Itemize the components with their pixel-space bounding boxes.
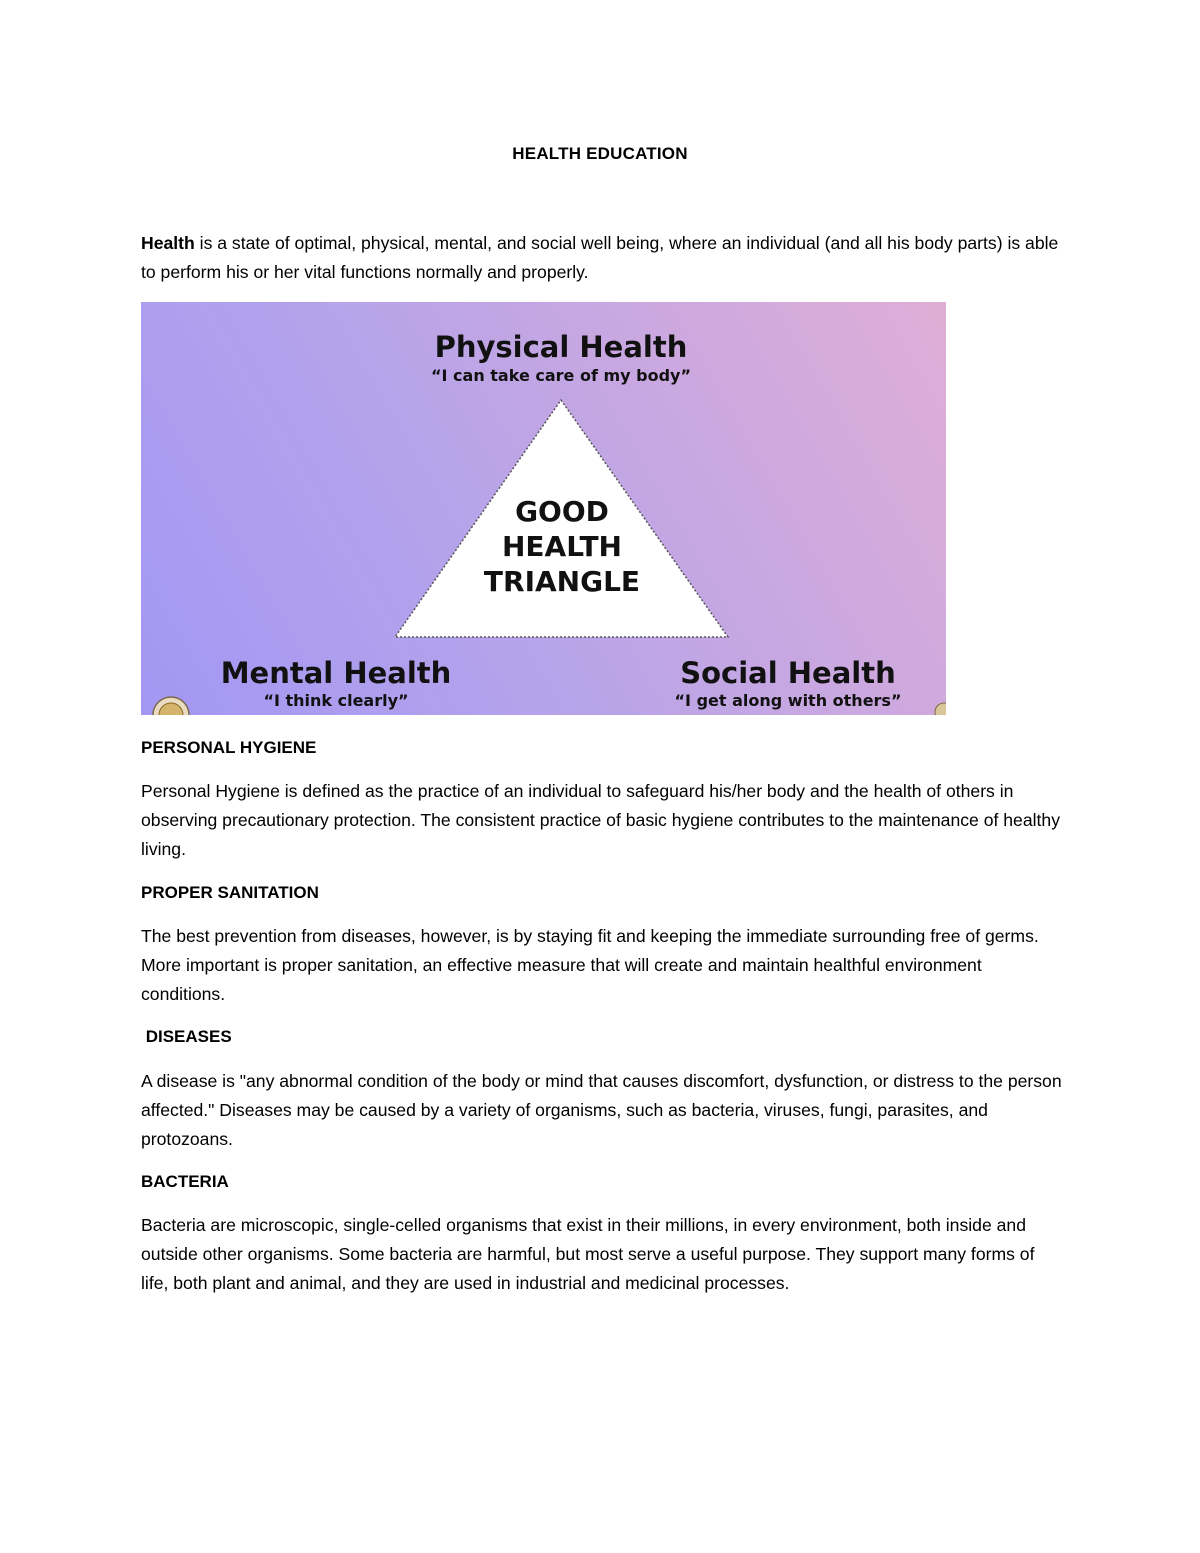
paragraph-bacteria: Bacteria are microscopic, single-celled organisms that exist in their millions, in every environment, both inside and outside other organisms. Some bacteria are harmful, but most serve a useful purpose. They support many forms of life, both plant and animal, and they are used in industrial and medicinal processes. xyxy=(141,1215,1035,1293)
center-label-line2: HEALTH xyxy=(502,530,622,563)
intro-term: Health xyxy=(141,233,195,253)
seal-icon-left xyxy=(153,697,189,715)
heading-proper-sanitation: PROPER SANITATION xyxy=(141,883,319,902)
heading-personal-hygiene: PERSONAL HYGIENE xyxy=(141,738,317,757)
heading-bacteria: BACTERIA xyxy=(141,1172,229,1191)
mental-health-quote: “I think clearly” xyxy=(263,691,409,710)
page-title: HEALTH EDUCATION xyxy=(512,144,688,163)
social-health-quote: “I get along with others” xyxy=(674,691,902,710)
mental-health-title: Mental Health xyxy=(220,656,452,690)
intro-paragraph xyxy=(141,229,1066,287)
paragraph-diseases: A disease is "any abnormal condition of the body or mind that causes discomfort, dysfunction, or distress to the person affected." Diseases may be caused by a variety of organisms, such as bacteria, viruses, fungi, parasites, and protozoans. xyxy=(141,1071,1062,1149)
good-health-triangle-figure xyxy=(141,302,946,715)
heading-diseases: DISEASES xyxy=(141,1027,232,1046)
paragraph-proper-sanitation: The best prevention from diseases, however, is by staying fit and keeping the immediate surrounding free of germs. More important is proper sanitation, an effective measure that will create and maintain healthful environment conditions. xyxy=(141,926,1039,1004)
paragraph-personal-hygiene: Personal Hygiene is defined as the practice of an individual to safeguard his/her body and the health of others in observing precautionary protection. The consistent practice of basic hygiene contributes to the maintenance of healthy living. xyxy=(141,781,1061,859)
seal-icon-right xyxy=(935,703,946,715)
physical-health-title: Physical Health xyxy=(434,330,688,364)
intro-text: is a state of optimal, physical, mental, and social well being, where an individual (and all his body parts) is able to perform his or her vital functions normally and properly. xyxy=(141,233,1059,282)
center-label-line3: TRIANGLE xyxy=(483,565,641,598)
center-label-line1: GOOD xyxy=(515,495,609,528)
physical-health-quote: “I can take care of my body” xyxy=(431,366,691,385)
triangle-diagram xyxy=(141,302,946,715)
social-health-title: Social Health xyxy=(680,656,896,690)
